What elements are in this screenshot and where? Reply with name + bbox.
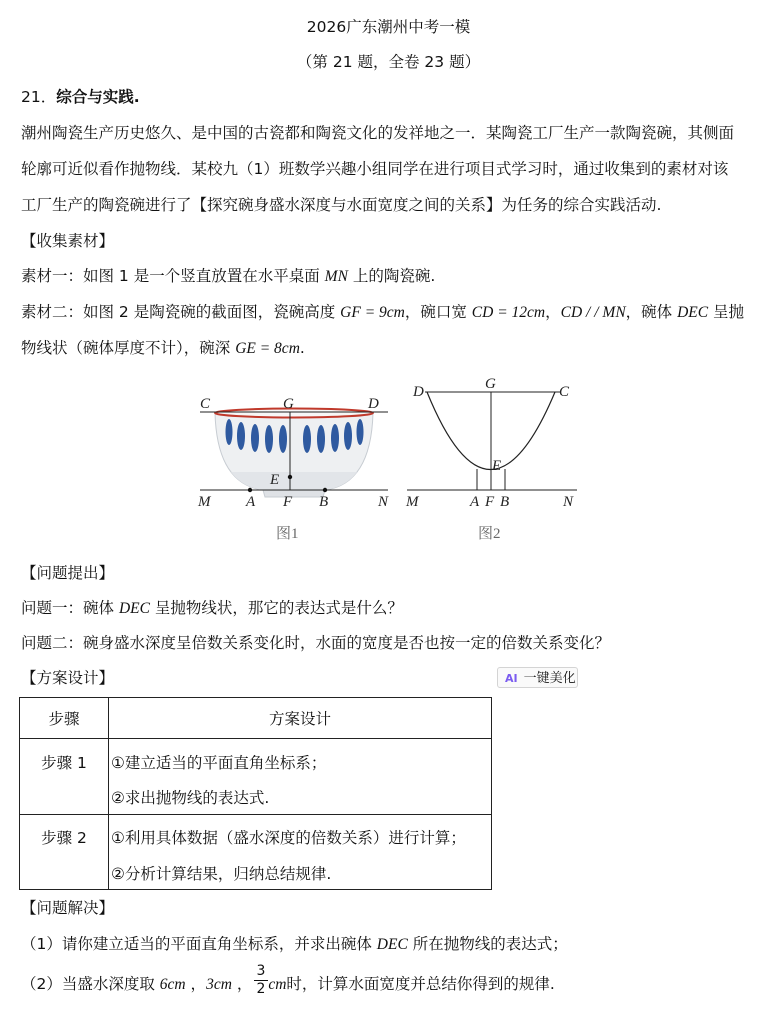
fig2-label-b: B — [500, 494, 510, 510]
fig2-caption: 图2 — [478, 526, 501, 542]
intro-line-1: 潮州陶瓷生产历史悠久、是中国的古瓷都和陶瓷文化的发祥地之一．某陶瓷工厂生产一款陶瓷碗，其侧面 — [21, 124, 735, 142]
fig1-label-f: F — [283, 494, 293, 510]
fig2-label-a: A — [470, 494, 480, 510]
fig1-label-n: N — [378, 494, 389, 510]
section-design-title: 【方案设计】 — [21, 669, 115, 687]
section-ask-title: 【问题提出】 — [21, 564, 115, 582]
ai-icon: AI — [505, 672, 518, 685]
sub-question-2: （2）当盛水深度取 6cm ，3cm ， cm时，计算水面宽度并总结你得到的规律. — [21, 975, 555, 993]
fig2-label-d: D — [413, 384, 424, 400]
fraction-three-halves: $\frac{3}{2}$ — [254, 963, 268, 998]
bowl-photo — [215, 409, 375, 498]
fig1-label-b: B — [319, 494, 329, 510]
table-cell-design: ①利用具体数据（盛水深度的倍数关系）进行计算； ②分析计算结果，归纳总结规律. — [109, 815, 492, 890]
material-2: 素材二：如图 2 是陶瓷碗的截面图，瓷碗高度 GF = 9cm，碗口宽 CD = 12cm，CD / / MN，碗体 DEC 呈抛 — [21, 303, 745, 321]
table-cell-step: 步骤 1 — [20, 739, 109, 815]
fig2-label-c: C — [559, 384, 570, 400]
table-row — [20, 739, 492, 815]
problem-2: 问题二：碗身盛水深度呈倍数关系变化时，水面的宽度是否也按一定的倍数关系变化？ — [21, 634, 611, 652]
fig2-label-n: N — [563, 494, 574, 510]
fig1-label-a: A — [246, 494, 256, 510]
question-title: 综合与实践. — [56, 88, 140, 106]
page-subtitle: （第 21 题，全卷 23 题） — [296, 53, 481, 71]
design-table — [19, 697, 492, 890]
problem-1: 问题一：碗体 DEC 呈抛物线状，那它的表达式是什么？ — [21, 599, 403, 617]
bowl-figure — [185, 372, 585, 547]
fig1-caption: 图1 — [276, 526, 299, 542]
question-number: 21． — [21, 88, 57, 106]
table-cell-step: 步骤 2 — [20, 815, 109, 890]
material-1: 素材一：如图 1 是一个竖直放置在水平桌面 MN 上的陶瓷碗. — [21, 267, 436, 285]
fig1-label-m: M — [198, 494, 211, 510]
material-2-cont: 物线状（碗体厚度不计），碗深 GE = 8cm. — [21, 339, 305, 357]
fig1-label-e: E — [270, 472, 280, 488]
page-title: 2026广东潮州中考一模 — [306, 18, 471, 36]
intro-line-3: 工厂生产的陶瓷碗进行了【探究碗身盛水深度与水面宽度之间的关系】为任务的综合实践活动. — [21, 196, 662, 214]
intro-line-2: 轮廓可近似看作抛物线．某校九（1）班数学兴趣小组同学在进行项目式学习时，通过收集到的素材对该 — [21, 160, 729, 178]
table-header-step: 步骤 — [20, 698, 109, 739]
table-cell-design: ①建立适当的平面直角坐标系； ②求出抛物线的表达式. — [109, 739, 492, 815]
table-header-row — [20, 698, 492, 739]
fig2-label-g: G — [485, 376, 496, 392]
section-collect-title: 【收集素材】 — [21, 232, 115, 250]
fig1-label-c: C — [200, 396, 211, 412]
ai-beautify-button[interactable]: AI 一键美化 — [497, 667, 578, 688]
table-header-design: 方案设计 — [109, 698, 492, 739]
sub-question-1: （1）请你建立适当的平面直角坐标系，并求出碗体 DEC 所在抛物线的表达式； — [21, 935, 568, 953]
fig2-label-f: F — [485, 494, 495, 510]
fig1-label-d: D — [368, 396, 379, 412]
fig2-label-m: M — [406, 494, 419, 510]
section-solve-title: 【问题解决】 — [21, 899, 115, 917]
question-heading — [21, 87, 140, 107]
fig1-label-g: G — [283, 396, 294, 412]
fig2-label-e: E — [492, 458, 502, 474]
table-row — [20, 815, 492, 890]
